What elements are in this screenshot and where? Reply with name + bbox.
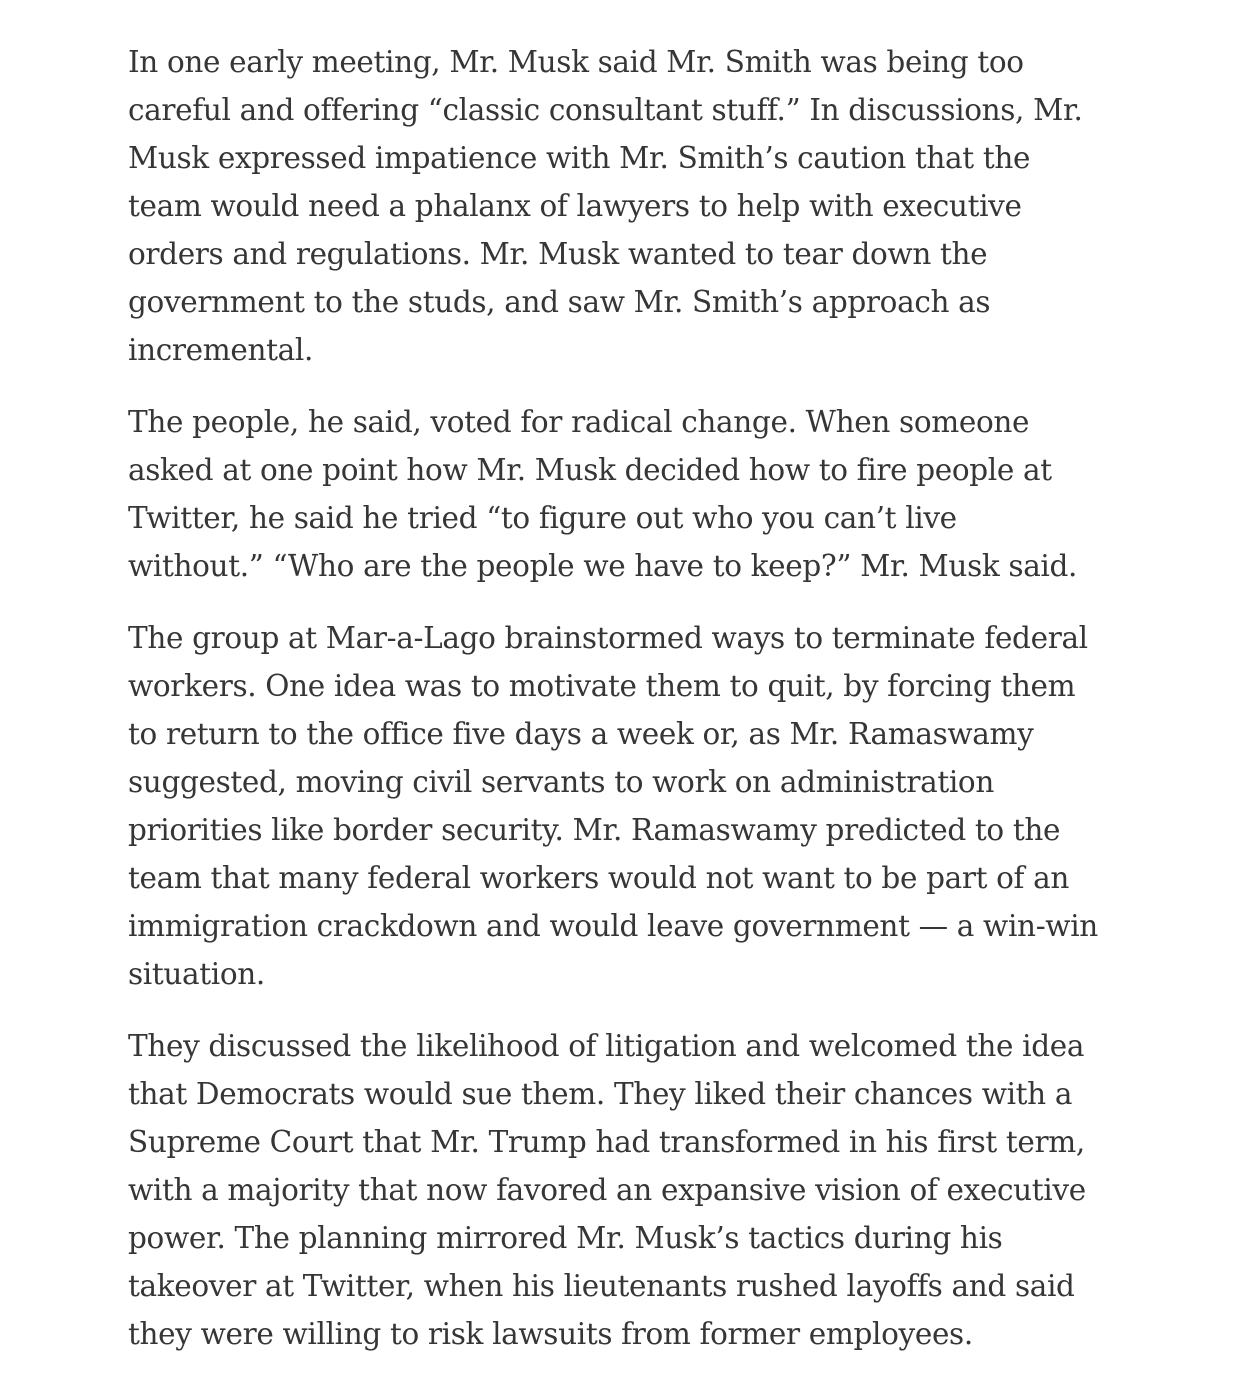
article-paragraph-3: The group at Mar-a-Lago brainstormed ways to terminate federal workers. One idea was to motivate them to quit, by forcing them to return to the office five days a week or, as Mr. Ramaswamy suggested, moving civil servants to work on administration priorities like border security. Mr. Ramaswamy predicted to the team that many federal workers would not want to be part of an immigration crackdown and would leave government — a win-win situation. [128,621,1098,991]
article-paragraph-2: The people, he said, voted for radical change. When someone asked at one point how Mr. Musk decided how to fire people at Twitter, he said he tried “to figure out who you can’t live without.” “Who are the people we have to keep?” Mr. Musk said. [128,405,1078,583]
article-body [128,38,1098,1382]
article-paragraph-4: They discussed the likelihood of litigation and welcomed the idea that Democrats would sue them. They liked their chances with a Supreme Court that Mr. Trump had transformed in his first term, with a majority that now favored an expansive vision of executive power. The planning mirrored Mr. Musk’s tactics during his takeover at Twitter, when his lieutenants rushed layoffs and said they were willing to risk lawsuits from former employees. [128,1029,1086,1351]
article-paragraph-1: In one early meeting, Mr. Musk said Mr. Smith was being too careful and offering “classic consultant stuff.” In discussions, Mr. Musk expressed impatience with Mr. Smith’s caution that the team would need a phalanx of lawyers to help with executive orders and regulations. Mr. Musk wanted to tear down the government to the studs, and saw Mr. Smith’s approach as incremental. [128,45,1083,367]
